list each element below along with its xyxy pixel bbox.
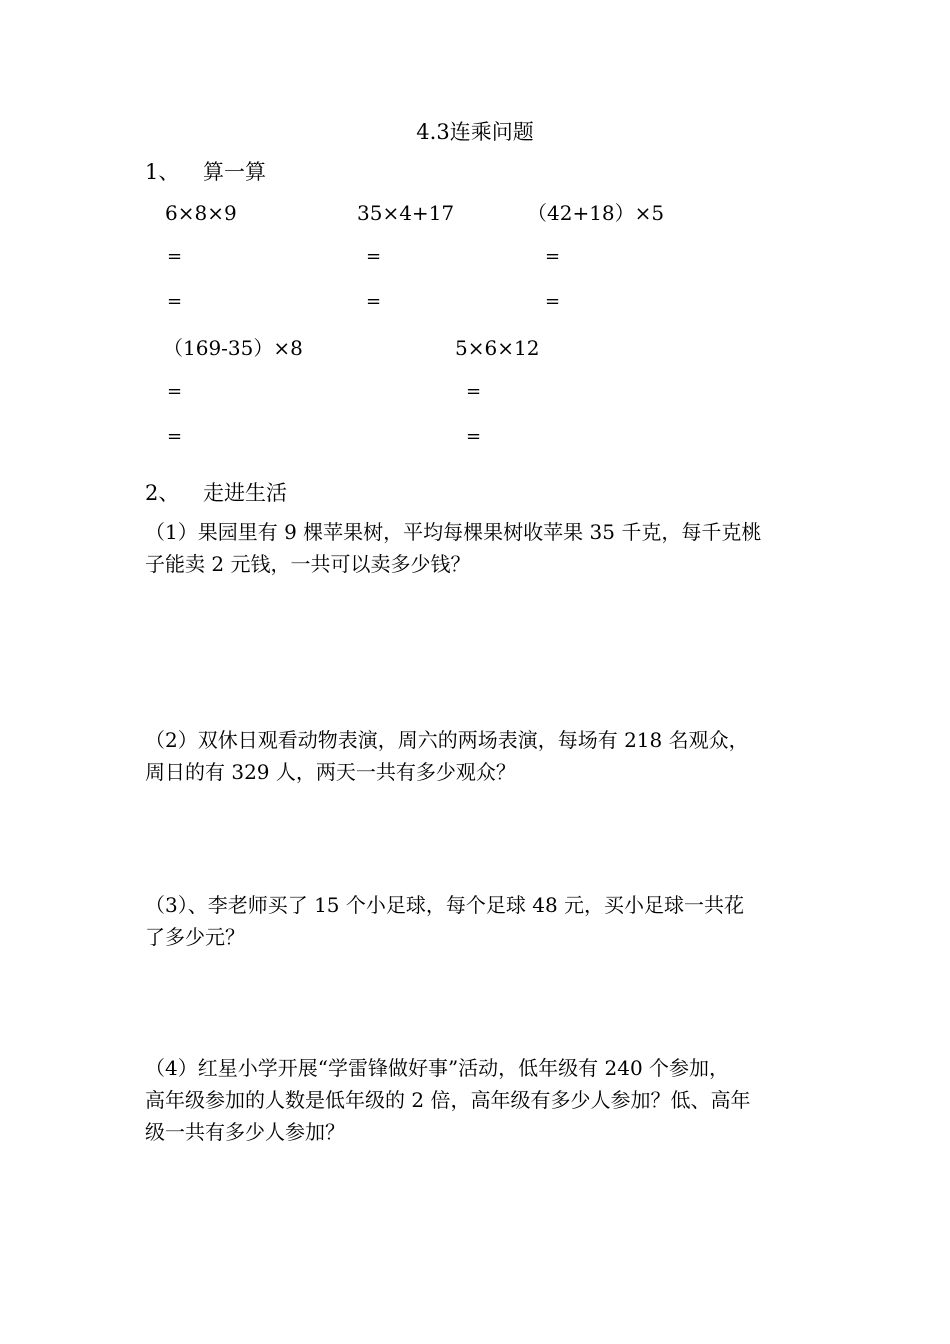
answer-line: = — [466, 426, 482, 447]
problem-line: 子能卖 2 元钱，一共可以卖多少钱？ — [145, 552, 471, 576]
problem-line: 周日的有 329 人，两天一共有多少观众？ — [145, 760, 516, 784]
problem-line: （3）、李老师买了 15 个小足球，每个足球 48 元，买小足球一共花 — [145, 893, 745, 917]
expression-5: 5×6×12 — [455, 336, 540, 360]
word-problem-1 — [145, 516, 817, 580]
answer-line: = — [466, 381, 482, 402]
expression-3: （42+18）×5 — [527, 201, 665, 225]
section-1-title: 算一算 — [203, 160, 266, 184]
problem-line: 级一共有多少人参加？ — [145, 1120, 345, 1144]
expression-1: 6×8×9 — [165, 201, 237, 225]
answer-line: = — [167, 381, 183, 402]
answer-line: = — [545, 291, 561, 312]
answer-line: = — [167, 246, 183, 267]
section-1-heading — [145, 160, 266, 185]
answer-line: = — [545, 246, 561, 267]
answer-line: = — [167, 291, 183, 312]
expression-2: 35×4+17 — [357, 201, 455, 225]
answer-line: = — [366, 291, 382, 312]
page-title: 4.3连乘问题 — [416, 120, 534, 144]
word-problem-2 — [145, 724, 817, 788]
problem-line: （1）果园里有 9 棵苹果树，平均每棵果树收苹果 35 千克，每千克桃 — [145, 520, 762, 544]
section-1-number: 1、 — [145, 160, 180, 184]
section-2-heading — [145, 481, 287, 506]
problem-line: （4）红星小学开展“学雷锋做好事”活动，低年级有 240 个参加， — [145, 1056, 730, 1080]
problem-line: 高年级参加的人数是低年级的 2 倍，高年级有多少人参加？低、高年 — [145, 1088, 751, 1112]
word-problem-4 — [145, 1052, 817, 1148]
problem-line: 了多少元？ — [145, 925, 245, 949]
word-problem-3 — [145, 889, 817, 953]
problem-line: （2）双休日观看动物表演，周六的两场表演，每场有 218 名观众， — [145, 728, 749, 752]
answer-line: = — [167, 426, 183, 447]
section-2-number: 2、 — [145, 481, 180, 505]
expression-4: （169-35）×8 — [163, 336, 303, 360]
answer-line: = — [366, 246, 382, 267]
section-2-title: 走进生活 — [203, 481, 287, 505]
